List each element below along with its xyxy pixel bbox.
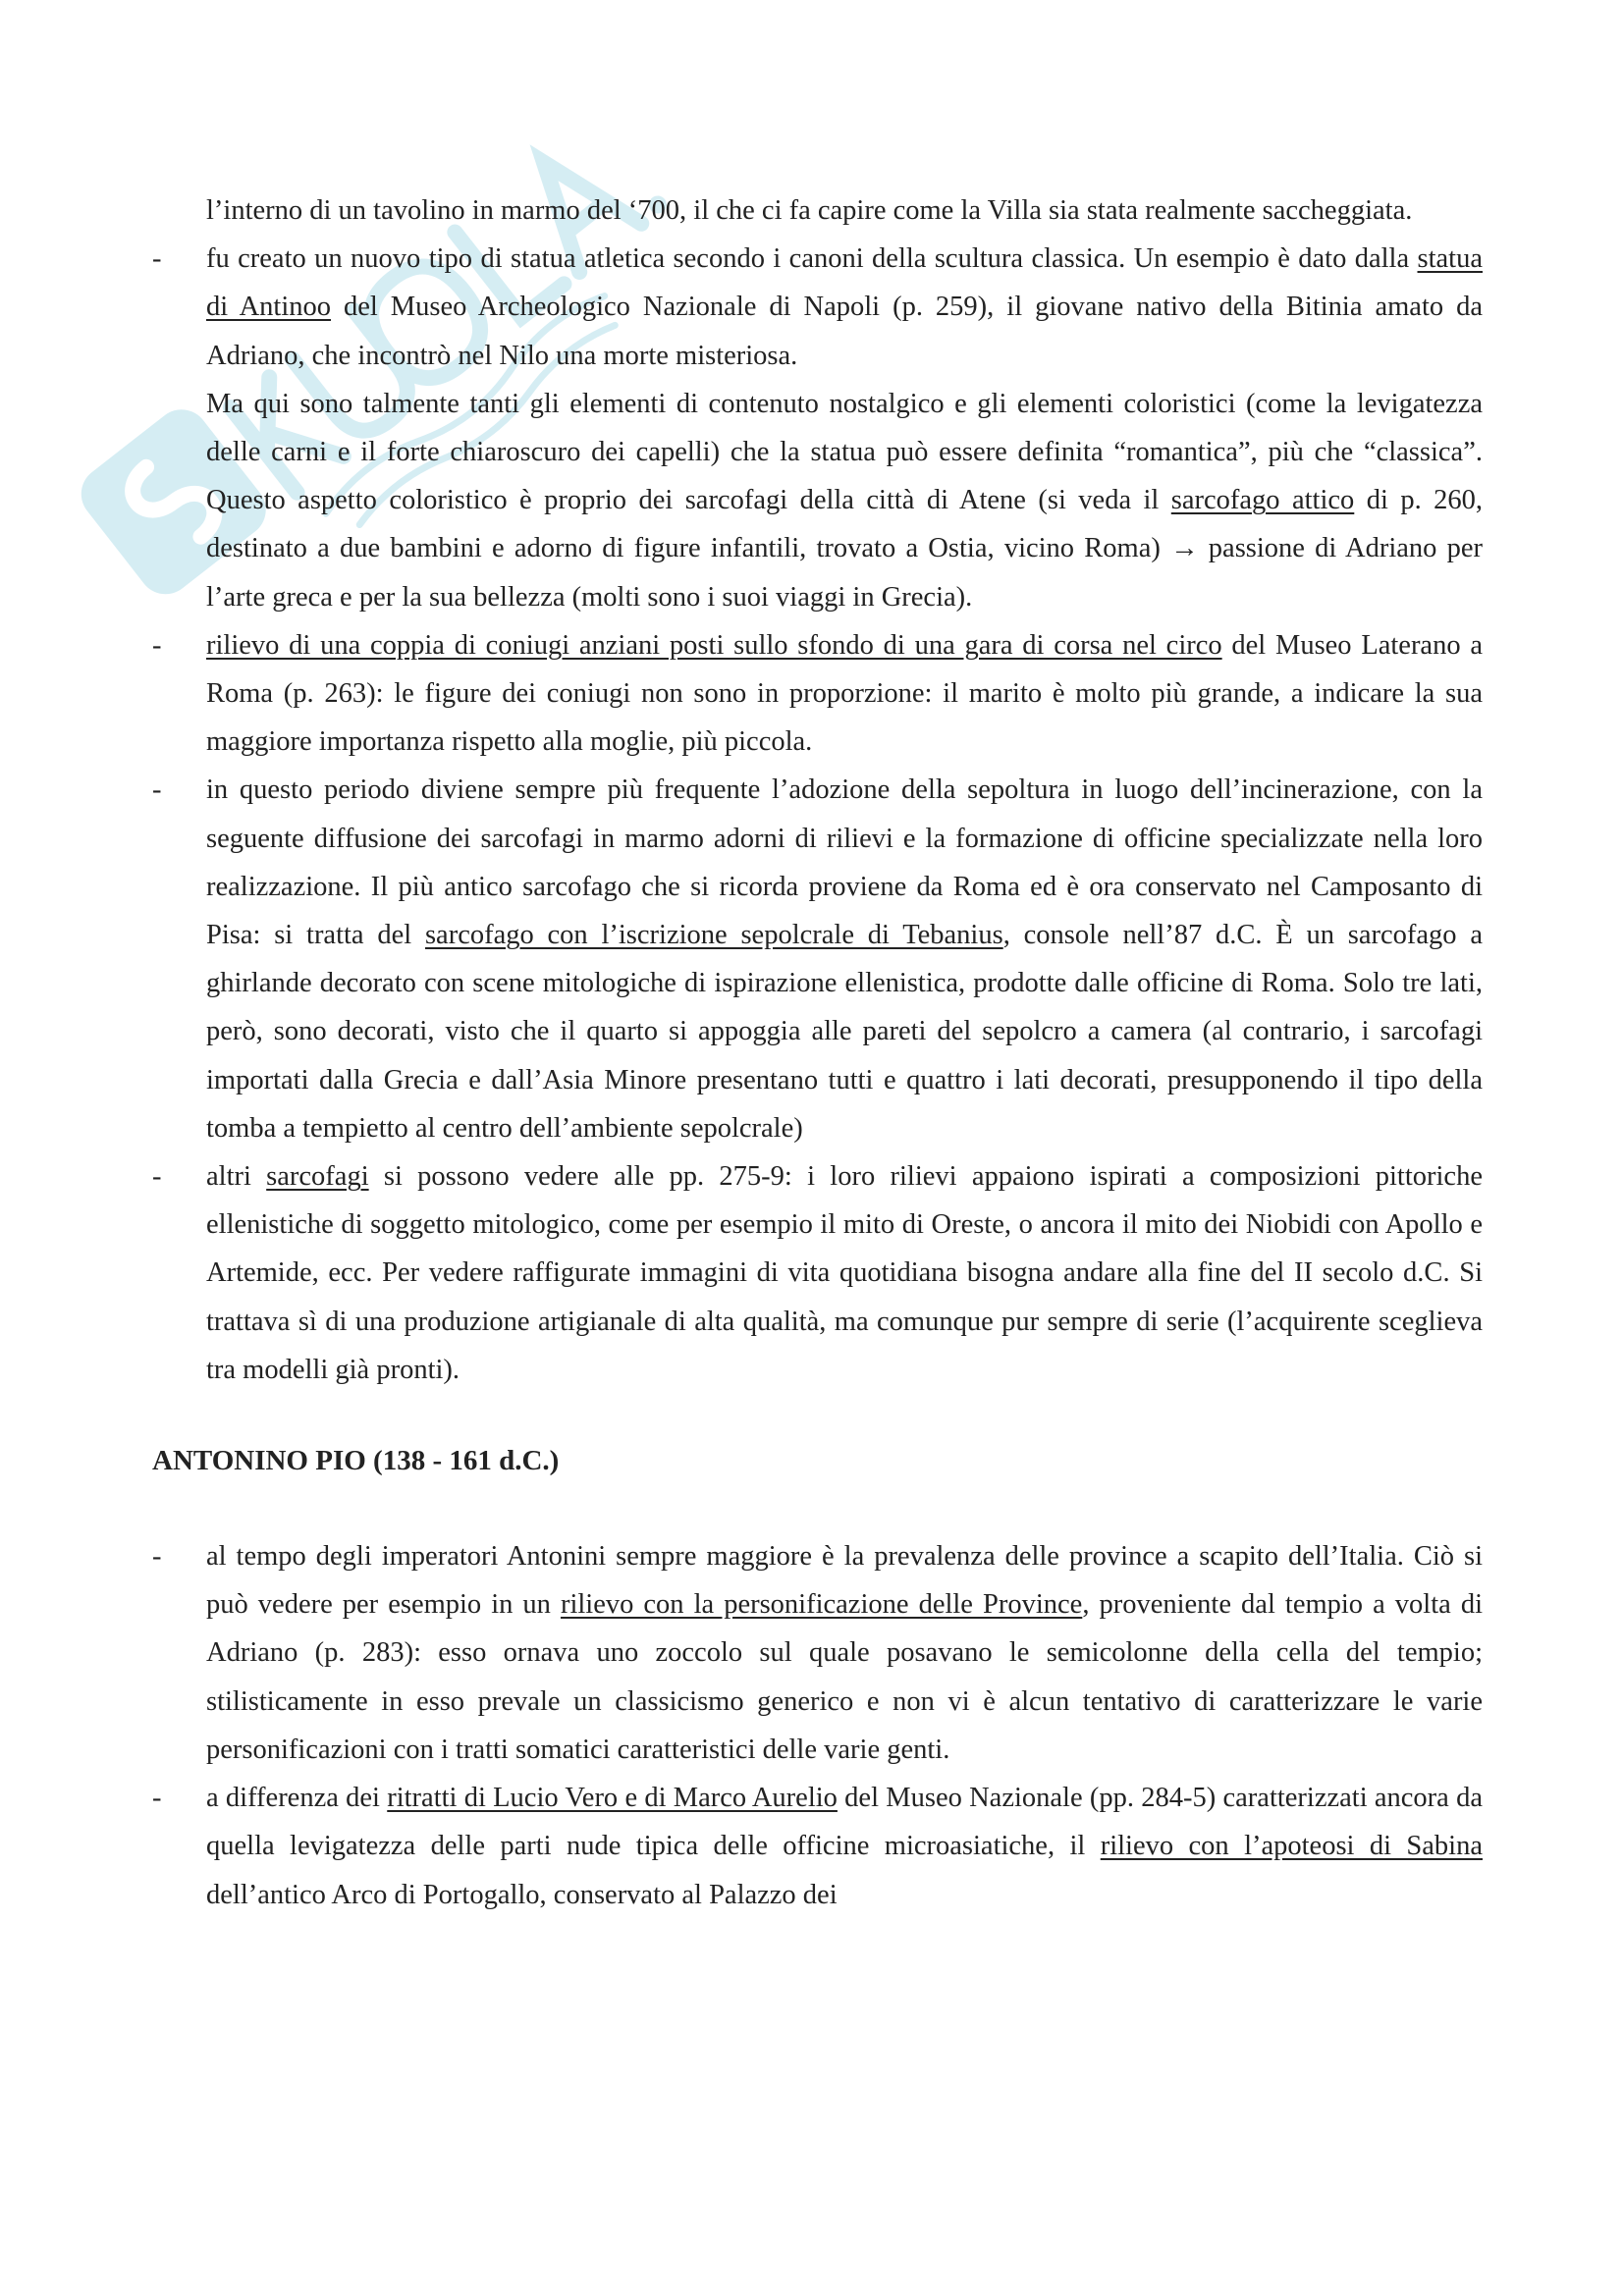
- text-run: del Museo Archeologico Nazionale di Napoli (p. 259), il giovane nativo della Bitinia amato da Adriano, che incontrò nel Nilo una morte misteriosa.: [206, 292, 1483, 371]
- bullet-dash: -: [152, 243, 162, 275]
- text-run: del Museo Nazionale (pp. 284-5) caratterizzati ancora da quella levigatezza delle parti nude tipica delle officine microasiatiche, il: [206, 1783, 1483, 1862]
- bullet-item: [152, 766, 1483, 1152]
- underlined-reference: rilievo di una coppia di coniugi anziani posti sullo sfondo di una gara di corsa nel circo: [206, 629, 1222, 661]
- text-run: fu creato un nuovo tipo di statua atletica secondo i canoni della scultura classica. Un esempio è dato dalla: [206, 243, 1418, 275]
- text-run: del Museo Laterano a Roma (p. 263): le figure dei coniugi non sono in proporzione: il marito è molto più grande, a indicare la sua maggiore importanza rispetto alla moglie, più piccola.: [206, 629, 1483, 758]
- bullet-item: [152, 1152, 1483, 1394]
- underlined-reference: rilievo con l’apoteosi di Sabina: [1100, 1831, 1483, 1862]
- text-run: a differenza dei: [206, 1783, 388, 1814]
- text-run: l’interno di un tavolino in marmo del ‘700, il che ci fa capire come la Villa sia stata realmente saccheggiata.: [206, 195, 1413, 226]
- bullet-dash: -: [152, 1783, 162, 1814]
- bullet-dash: -: [152, 1541, 162, 1573]
- bullet-dash: -: [152, 629, 162, 661]
- text-run: si possono vedere alle pp. 275-9: i loro rilievi appaiono ispirati a composizioni pittoriche ellenistiche di soggetto mitologico, come per esempio il mito di Oreste, o ancora il mito dei Niobidi con Apollo e Artemide, ecc. Per vedere raffigurate immagini di vita quotidiana bisogna andare alla fine del II secolo d.C. Si trattava sì di una produzione artigianale di alta qualità, ma comunque pur sempre di serie (l’acquirente sceglieva tra modelli già pronti).: [206, 1161, 1483, 1385]
- text-run: di p. 260, destinato a due bambini e adorno di figure infantili, trovato a Ostia, vicino Roma) → passione di Adriano per l’arte greca e per la sua bellezza (molti sono i suoi viaggi in Grecia).: [206, 485, 1483, 613]
- text-run: in questo periodo diviene sempre più frequente l’adozione della sepoltura in luogo dell’incinerazione, con la seguente diffusione dei sarcofagi in marmo adorni di rilievi e la formazione di officine specializzate nella loro realizzazione. Il più antico sarcofago che si ricorda proviene da Roma ed è ora conservato nel Camposanto di Pisa: si tratta del: [206, 774, 1483, 951]
- document-page: [152, 187, 1483, 1919]
- bullet-item: [152, 235, 1483, 380]
- bullet-dash: -: [152, 1161, 162, 1193]
- bullet-item: [152, 1774, 1483, 1919]
- text-run: , console nell’87 d.C. È un sarcofago a ghirlande decorato con scene mitologiche di ispirazione ellenistica, prodotte dalle officine di Roma. Solo tre lati, però, sono decorati, visto che il quarto si appoggia alle pareti del sepolcro a camera (al contrario, i sarcofagi importati dalla Grecia e dall’Asia Minore presentano tutti e quattro i lati decorati, presupponendo il tipo della tomba a tempietto al centro dell’ambiente sepolcrale): [206, 920, 1483, 1144]
- underlined-reference: statua di Antinoo: [206, 243, 1483, 323]
- underlined-reference: sarcofago con l’iscrizione sepolcrale di Tebanius: [424, 920, 1003, 951]
- text-run: al tempo degli imperatori Antonini sempre maggiore è la prevalenza delle province a scapito dell’Italia. Ciò si può vedere per esempio in un: [206, 1541, 1483, 1621]
- bullet-item: [152, 621, 1483, 767]
- underlined-reference: sarcofagi: [266, 1161, 369, 1193]
- text-run: dell’antico Arco di Portogallo, conservato al Palazzo dei: [206, 1879, 838, 1910]
- text-run: Ma qui sono talmente tanti gli elementi di contenuto nostalgico e gli elementi coloristici (come la levigatezza delle carni e il forte chiaroscuro dei capelli) che la statua può essere definita “romantica”, più che “classica”. Questo aspetto coloristico è proprio dei sarcofagi della città di Atene (si veda il: [206, 388, 1483, 516]
- text-run: ANTONINO PIO (138 - 161 d.C.): [152, 1445, 560, 1477]
- underlined-reference: sarcofago attico: [1170, 485, 1355, 516]
- text-run: altri: [206, 1161, 267, 1193]
- section-heading: [152, 1437, 1483, 1485]
- underlined-reference: ritratti di Lucio Vero e di Marco Aurelio: [387, 1783, 838, 1814]
- bullet-dash: -: [152, 774, 162, 806]
- continuation-paragraph: [152, 380, 1483, 621]
- continuation-paragraph: [152, 187, 1483, 235]
- bullet-item: [152, 1532, 1483, 1774]
- underlined-reference: rilievo con la personificazione delle Province: [560, 1589, 1083, 1621]
- text-run: , proveniente dal tempio a volta di Adriano (p. 283): esso ornava uno zoccolo sul quale posavano le semicolonne della cella del tempio; stilisticamente in esso prevale un classicismo generico e non vi è alcun tentativo di caratterizzare le varie personificazioni con i tratti somatici caratteristici delle varie genti.: [206, 1589, 1483, 1765]
